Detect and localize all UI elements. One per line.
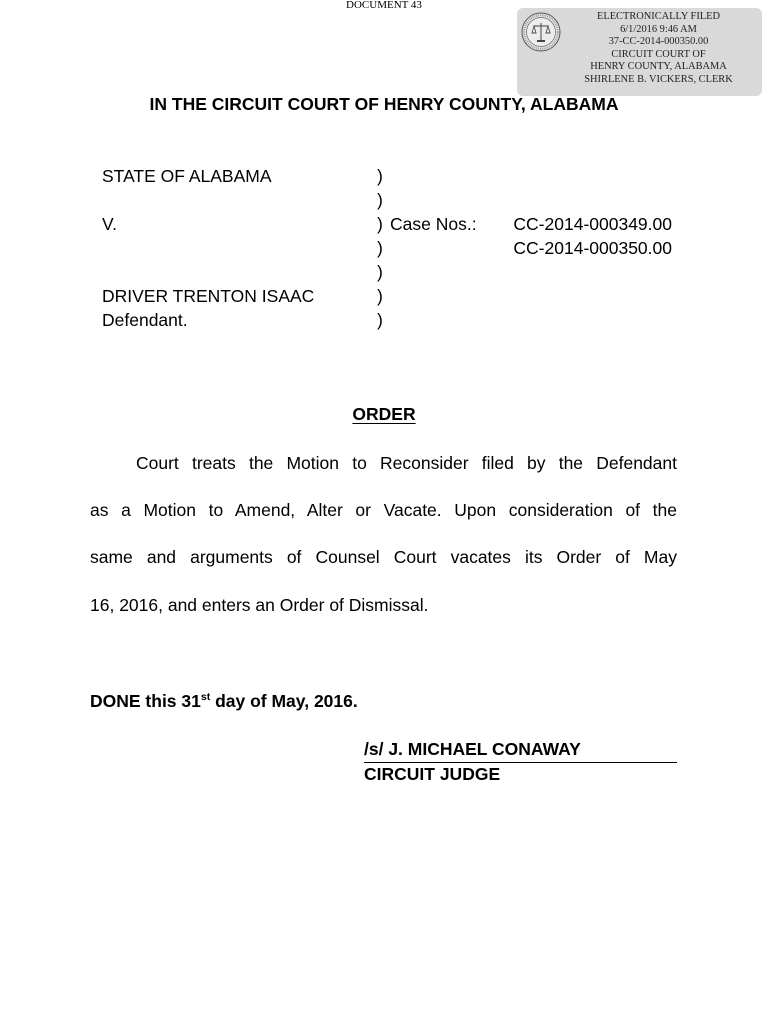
caption-paren: ) <box>377 238 383 258</box>
done-suffix: day of May, 2016. <box>210 691 358 711</box>
caption-paren: ) <box>377 190 383 210</box>
stamp-line: 6/1/2016 9:46 AM <box>620 23 697 35</box>
versus-label: V. <box>102 214 117 234</box>
stamp-text <box>555 11 762 87</box>
stamp-line: CIRCUIT COURT OF <box>611 48 706 60</box>
plaintiff-name: STATE OF ALABAMA <box>102 166 272 186</box>
case-numbers-label: Case Nos.: <box>390 214 477 234</box>
signature-line <box>364 762 677 763</box>
judge-signature: /s/ J. MICHAEL CONAWAY <box>364 739 581 759</box>
judge-title: CIRCUIT JUDGE <box>364 764 501 784</box>
stamp-line: 37-CC-2014-000350.00 <box>608 36 709 48</box>
caption-paren: ) <box>377 310 383 330</box>
order-body-line: 16, 2016, and enters an Order of Dismissal. <box>90 595 429 615</box>
document-number: DOCUMENT 43 <box>346 0 422 11</box>
ordinal-suffix: st <box>200 691 211 703</box>
caption-paren: ) <box>377 166 383 186</box>
order-body-line: Court treats the Motion to Reconsider filed by the Defendant <box>136 453 677 473</box>
defendant-role: Defendant. <box>102 310 188 330</box>
stamp-line: ELECTRONICALLY FILED <box>597 11 720 22</box>
order-heading <box>0 404 768 424</box>
caption-paren: ) <box>377 286 383 306</box>
order-heading-text: ORDER <box>352 404 416 424</box>
order-body-line: as a Motion to Amend, Alter or Vacate. Upon consideration of the <box>90 500 677 520</box>
stamp-line: SHIRLENE B. VICKERS, CLERK <box>584 73 733 85</box>
court-title: IN THE CIRCUIT COURT OF HENRY COUNTY, ALABAMA <box>149 94 619 114</box>
case-number: CC-2014-000350.00 <box>513 238 672 258</box>
order-body-line: same and arguments of Counsel Court vacates its Order of May <box>90 547 677 567</box>
caption-paren: ) <box>377 214 383 234</box>
defendant-name: DRIVER TRENTON ISAAC <box>102 286 315 306</box>
electronic-filing-stamp <box>517 8 762 96</box>
done-date-line <box>90 690 358 712</box>
caption-paren: ) <box>377 262 383 282</box>
stamp-line: HENRY COUNTY, ALABAMA <box>590 61 727 73</box>
done-prefix: DONE this 31 <box>90 691 201 711</box>
case-number: CC-2014-000349.00 <box>513 214 672 234</box>
